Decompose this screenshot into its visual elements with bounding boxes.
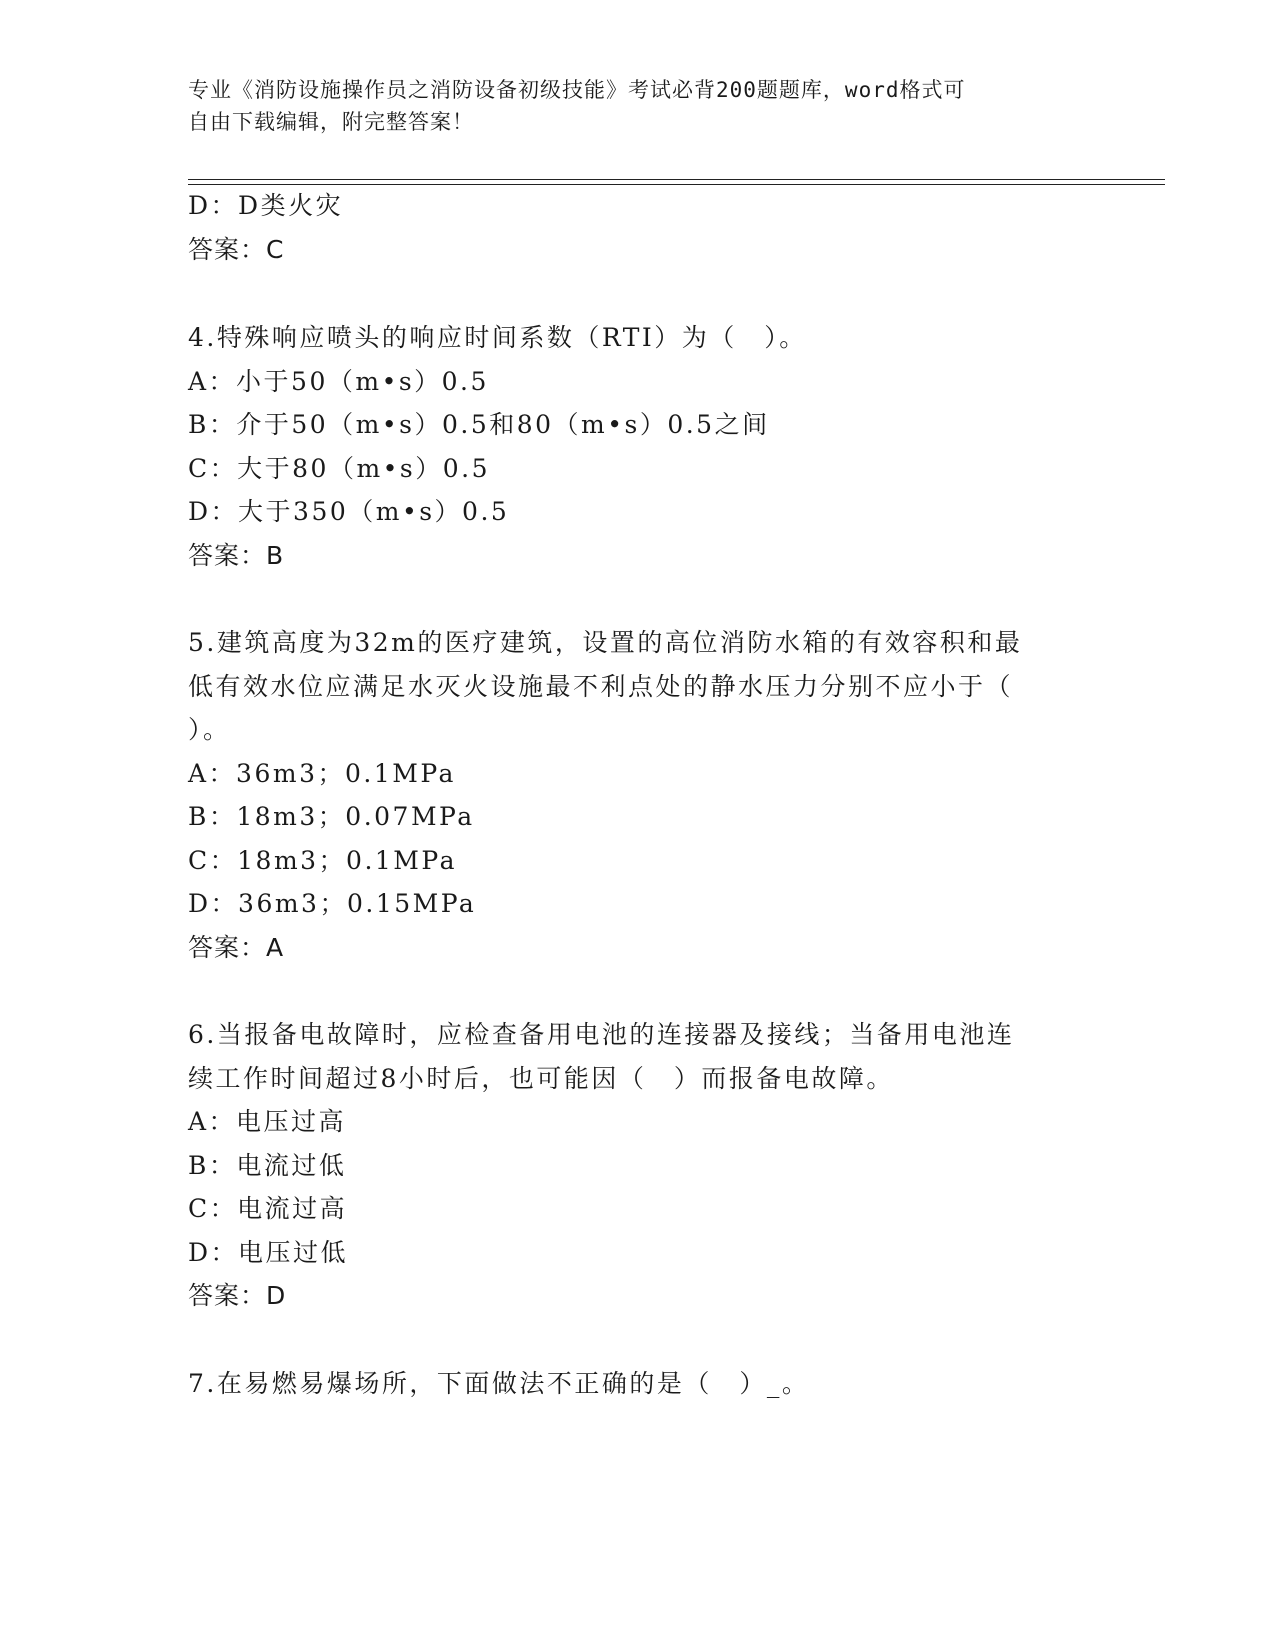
- question-4-answer: 答案：B: [188, 541, 285, 570]
- question-5-option-a: A：36m3；0.1MPa: [188, 759, 456, 788]
- question-5-stem-line-3: ）。: [188, 715, 231, 744]
- question-6-stem-line-1: 6.当报备电故障时，应检查备用电池的连接器及接线；当备用电池连: [188, 1020, 1015, 1049]
- question-5-option-c: C：18m3；0.1MPa: [188, 846, 458, 875]
- document-header: [188, 74, 1068, 138]
- question-6-answer: 答案：D: [188, 1281, 287, 1310]
- question-4-option-c: C：大于80（m•s）0.5: [188, 454, 490, 483]
- question-4-option-a: A：小于50（m•s）0.5: [188, 367, 489, 396]
- question-4-option-d: D：大于350（m•s）0.5: [188, 497, 510, 526]
- header-divider: [188, 179, 1165, 180]
- answer-line: 答案：C: [188, 235, 285, 264]
- header-title-line-1: 专业《消防设施操作员之消防设备初级技能》考试必背200题题库，word格式可: [188, 78, 966, 102]
- question-6-option-b: B：电流过低: [188, 1151, 347, 1180]
- question-6-option-a: A：电压过高: [188, 1107, 347, 1136]
- question-5-answer: 答案：A: [188, 933, 285, 962]
- question-7-stem: 7.在易燃易爆场所，下面做法不正确的是（ ）_。: [188, 1369, 810, 1398]
- question-4-option-b: B：介于50（m•s）0.5和80（m•s）0.5之间: [188, 410, 770, 439]
- question-6-option-d: D：电压过低: [188, 1238, 349, 1267]
- question-5-stem-line-2: 低有效水位应满足水灭火设施最不利点处的静水压力分别不应小于（: [188, 672, 1014, 701]
- question-5-stem-line-1: 5.建筑高度为32m的医疗建筑，设置的高位消防水箱的有效容积和最: [188, 628, 1023, 657]
- header-title-line-2: 自由下载编辑，附完整答案！: [188, 110, 474, 134]
- question-6-option-c: C：电流过高: [188, 1194, 348, 1223]
- question-6-stem-line-2: 续工作时间超过8小时后，也可能因（ ）而报备电故障。: [188, 1064, 894, 1093]
- question-4-stem: 4.特殊响应喷头的响应时间系数（RTI）为（ ）。: [188, 323, 807, 352]
- option-d: D：D类火灾: [188, 191, 344, 220]
- question-5-option-b: B：18m3；0.07MPa: [188, 802, 475, 831]
- question-5-option-d: D：36m3；0.15MPa: [188, 889, 477, 918]
- header-divider-secondary: [188, 184, 1165, 185]
